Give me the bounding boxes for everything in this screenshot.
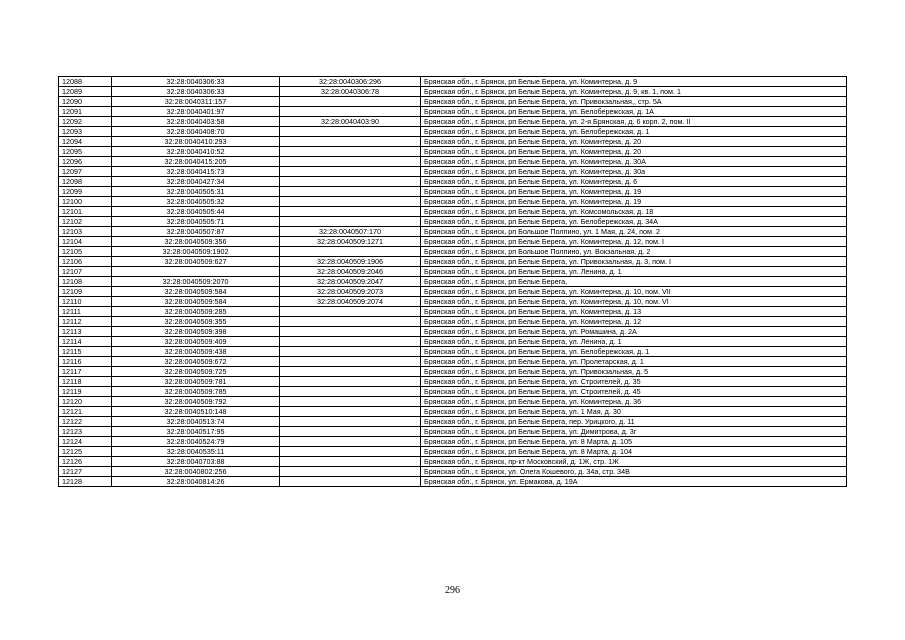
table-row [59,217,847,227]
related-cadastral-number-cell [280,207,421,217]
cadastral-number-cell: 32:28:0040427:34 [112,177,280,187]
row-number-cell: 12100 [59,197,112,207]
related-cadastral-number-cell [280,467,421,477]
related-cadastral-number-cell [280,347,421,357]
row-number-cell: 12122 [59,417,112,427]
row-number-cell: 12093 [59,127,112,137]
row-number-cell: 12112 [59,317,112,327]
address-cell: Брянская обл., г. Брянск, рп Белые Берега, ул. Коминтерна, д. 10, пом. VII [421,287,847,297]
cadastral-number-cell: 32:28:0040509:584 [112,297,280,307]
row-number-cell: 12106 [59,257,112,267]
table-row [59,437,847,447]
row-number-cell: 12127 [59,467,112,477]
table-row [59,447,847,457]
row-number-cell: 12113 [59,327,112,337]
cadastral-number-cell: 32:28:0040509:584 [112,287,280,297]
address-cell: Брянская обл., г. Брянск, рп Белые Берега, ул. Коминтерна, д. 12 [421,317,847,327]
related-cadastral-number-cell: 32:28:0040306:296 [280,77,421,87]
cadastral-number-cell: 32:28:0040509:2070 [112,277,280,287]
row-number-cell: 12103 [59,227,112,237]
cadastral-number-cell: 32:28:0040410:293 [112,137,280,147]
row-number-cell: 12123 [59,427,112,437]
address-cell: Брянская обл., г. Брянск, рп Белые Берега, ул. Белобережская, д. 1 [421,127,847,137]
row-number-cell: 12110 [59,297,112,307]
cadastral-number-cell: 32:28:0040415:205 [112,157,280,167]
table-row [59,117,847,127]
cadastral-number-cell: 32:28:0040509:781 [112,377,280,387]
cadastral-number-cell: 32:28:0040408:70 [112,127,280,137]
related-cadastral-number-cell [280,317,421,327]
row-number-cell: 12096 [59,157,112,167]
row-number-cell: 12118 [59,377,112,387]
cadastral-number-cell: 32:28:0040509:398 [112,327,280,337]
table-row [59,307,847,317]
cadastral-number-cell: 32:28:0040505:32 [112,197,280,207]
cadastral-number-cell: 32:28:0040509:627 [112,257,280,267]
related-cadastral-number-cell [280,327,421,337]
address-cell: Брянская обл., г. Брянск, рп Белые Берега, ул. Коминтерна, д. 19 [421,187,847,197]
related-cadastral-number-cell: 32:28:0040306:78 [280,87,421,97]
table-row [59,407,847,417]
address-cell: Брянская обл., г. Брянск, рп Большое Полпино, ул. 1 Мая, д. 24, пом. 2 [421,227,847,237]
related-cadastral-number-cell [280,137,421,147]
related-cadastral-number-cell [280,307,421,317]
address-cell: Брянская обл., г. Брянск, рп Белые Берега, ул. Коминтерна, д. 20 [421,147,847,157]
table-row [59,467,847,477]
table-row [59,197,847,207]
address-cell: Брянская обл., г. Брянск, рп Белые Берега, ул. Строителей, д. 35 [421,377,847,387]
related-cadastral-number-cell [280,187,421,197]
row-number-cell: 12105 [59,247,112,257]
related-cadastral-number-cell: 32:28:0040509:2074 [280,297,421,307]
address-cell: Брянская обл., г. Брянск, рп Белые Берега, ул. Коминтерна, д. 30а [421,167,847,177]
cadastral-number-cell: 32:28:0040401:97 [112,107,280,117]
table-row [59,297,847,307]
address-cell: Брянская обл., г. Брянск, рп Большое Полпино, ул. Вокзальная, д. 2 [421,247,847,257]
address-cell: Брянская обл., г. Брянск, рп Белые Берега, ул. Коминтерна, д. 13 [421,307,847,317]
related-cadastral-number-cell [280,397,421,407]
cadastral-number-cell: 32:28:0040403:58 [112,117,280,127]
cadastral-number-cell: 32:28:0040509:792 [112,397,280,407]
related-cadastral-number-cell [280,167,421,177]
cadastral-number-cell: 32:28:0040703:88 [112,457,280,467]
table-row [59,417,847,427]
table-row [59,457,847,467]
table-body [59,77,847,487]
cadastral-number-cell: 32:28:0040505:71 [112,217,280,227]
cadastral-number-cell: 32:28:0040306:33 [112,77,280,87]
row-number-cell: 12111 [59,307,112,317]
related-cadastral-number-cell [280,337,421,347]
related-cadastral-number-cell [280,457,421,467]
address-cell: Брянская обл., г. Брянск, пр-кт Московский, д. 1Ж, стр. 1Ж [421,457,847,467]
table-row [59,477,847,487]
address-cell: Брянская обл., г. Брянск, рп Белые Берега, ул. Димитрова, д. 3г [421,427,847,437]
related-cadastral-number-cell: 32:28:0040509:1906 [280,257,421,267]
address-cell: Брянская обл., г. Брянск, рп Белые Берега, ул. Ленина, д. 1 [421,337,847,347]
related-cadastral-number-cell [280,417,421,427]
related-cadastral-number-cell [280,97,421,107]
row-number-cell: 12097 [59,167,112,177]
cadastral-number-cell: 32:28:0040509:725 [112,367,280,377]
cadastral-number-cell: 32:28:0040509:356 [112,237,280,247]
address-cell: Брянская обл., г. Брянск, рп Белые Берега, ул. 1 Мая, д. 30 [421,407,847,417]
cadastral-number-cell: 32:28:0040509:785 [112,387,280,397]
address-cell: Брянская обл., г. Брянск, рп Белые Берега, ул. Белобережская, д. 1 [421,347,847,357]
table-row [59,127,847,137]
table-row [59,107,847,117]
table-row [59,367,847,377]
cadastral-number-cell: 32:28:0040509:1902 [112,247,280,257]
table-row [59,327,847,337]
address-cell: Брянская обл., г. Брянск, рп Белые Берега, ул. Коминтерна, д. 20 [421,137,847,147]
related-cadastral-number-cell [280,157,421,167]
row-number-cell: 12107 [59,267,112,277]
table-row [59,227,847,237]
cadastral-number-cell: 32:28:0040509:409 [112,337,280,347]
row-number-cell: 12099 [59,187,112,197]
table-row [59,237,847,247]
row-number-cell: 12126 [59,457,112,467]
related-cadastral-number-cell [280,357,421,367]
table-row [59,377,847,387]
table-row [59,77,847,87]
related-cadastral-number-cell [280,177,421,187]
related-cadastral-number-cell [280,107,421,117]
table-row [59,257,847,267]
row-number-cell: 12116 [59,357,112,367]
row-number-cell: 12104 [59,237,112,247]
row-number-cell: 12094 [59,137,112,147]
cadastral-number-cell: 32:28:0040415:73 [112,167,280,177]
address-cell: Брянская обл., г. Брянск, рп Белые Берега, ул. Ленина, д. 1 [421,267,847,277]
related-cadastral-number-cell [280,447,421,457]
row-number-cell: 12090 [59,97,112,107]
row-number-cell: 12098 [59,177,112,187]
address-cell: Брянская обл., г. Брянск, рп Белые Берега, ул. Коминтерна, д. 10, пом. VI [421,297,847,307]
table-row [59,167,847,177]
cadastral-number-cell: 32:28:0040410:52 [112,147,280,157]
row-number-cell: 12109 [59,287,112,297]
address-cell: Брянская обл., г. Брянск, рп Белые Берега, ул. Комсомольская, д. 18 [421,207,847,217]
row-number-cell: 12121 [59,407,112,417]
row-number-cell: 12108 [59,277,112,287]
row-number-cell: 12114 [59,337,112,347]
cadastral-number-cell: 32:28:0040509:355 [112,317,280,327]
related-cadastral-number-cell [280,217,421,227]
table-row [59,347,847,357]
row-number-cell: 12102 [59,217,112,227]
address-cell: Брянская обл., г. Брянск, рп Белые Берега, ул. 8 Марта, д. 104 [421,447,847,457]
cadastral-number-cell: 32:28:0040507:87 [112,227,280,237]
address-cell: Брянская обл., г. Брянск, рп Белые Берега, ул. Ромашина, д. 2А [421,327,847,337]
address-cell: Брянская обл., г. Брянск, ул. Ермакова, д. 19А [421,477,847,487]
page-number: 296 [445,585,460,596]
cadastral-number-cell: 32:28:0040524:79 [112,437,280,447]
related-cadastral-number-cell: 32:28:0040507:170 [280,227,421,237]
row-number-cell: 12115 [59,347,112,357]
related-cadastral-number-cell [280,147,421,157]
row-number-cell: 12124 [59,437,112,447]
related-cadastral-number-cell: 32:28:0040509:2073 [280,287,421,297]
table-row [59,207,847,217]
related-cadastral-number-cell [280,427,421,437]
related-cadastral-number-cell [280,197,421,207]
related-cadastral-number-cell: 32:28:0040403:90 [280,117,421,127]
row-number-cell: 12089 [59,87,112,97]
table-row [59,357,847,367]
address-cell: Брянская обл., г. Брянск, рп Белые Берега, ул. Привокзальная, д. 5 [421,367,847,377]
table-row [59,427,847,437]
cadastral-number-cell: 32:28:0040535:11 [112,447,280,457]
row-number-cell: 12092 [59,117,112,127]
related-cadastral-number-cell [280,477,421,487]
cadastral-number-cell: 32:28:0040509:285 [112,307,280,317]
address-cell: Брянская обл., г. Брянск, рп Белые Берега, ул. Коминтерна, д. 12, пом. I [421,237,847,247]
related-cadastral-number-cell: 32:28:0040509:1271 [280,237,421,247]
cadastral-number-cell: 32:28:0040510:148 [112,407,280,417]
cadastral-number-cell [112,267,280,277]
row-number-cell: 12125 [59,447,112,457]
cadastral-number-cell: 32:28:0040513:74 [112,417,280,427]
row-number-cell: 12119 [59,387,112,397]
related-cadastral-number-cell [280,247,421,257]
address-cell: Брянская обл., г. Брянск, рп Белые Берега, ул. 2-я Брянская, д. 6 корп. 2, пом. II [421,117,847,127]
address-cell: Брянская обл., г. Брянск, рп Белые Берега, пер. Урицкого, д. 11 [421,417,847,427]
related-cadastral-number-cell [280,377,421,387]
table-row [59,277,847,287]
table-row [59,187,847,197]
table-row [59,337,847,347]
related-cadastral-number-cell [280,127,421,137]
table-row [59,147,847,157]
row-number-cell: 12095 [59,147,112,157]
cadastral-number-cell: 32:28:0040517:95 [112,427,280,437]
address-cell: Брянская обл., г. Брянск, рп Белые Берега, ул. Коминтерна, д. 19 [421,197,847,207]
related-cadastral-number-cell: 32:28:0040509:2047 [280,277,421,287]
address-cell: Брянская обл., г. Брянск, рп Белые Берега, ул. Привокзальная,, стр. 5А [421,97,847,107]
cadastral-number-cell: 32:28:0040505:44 [112,207,280,217]
address-cell: Брянская обл., г. Брянск, рп Белые Берега, ул. Коминтерна, д. 30А [421,157,847,167]
table-row [59,247,847,257]
cadastral-number-cell: 32:28:0040814:26 [112,477,280,487]
cadastral-number-cell: 32:28:0040802:256 [112,467,280,477]
row-number-cell: 12088 [59,77,112,87]
related-cadastral-number-cell [280,387,421,397]
cadastral-number-cell: 32:28:0040509:672 [112,357,280,367]
row-number-cell: 12101 [59,207,112,217]
row-number-cell: 12120 [59,397,112,407]
row-number-cell: 12128 [59,477,112,487]
address-cell: Брянская обл., г. Брянск, рп Белые Берега, ул. Белобережская, д. 34А [421,217,847,227]
cadastral-registry-table [58,76,847,487]
address-cell: Брянская обл., г. Брянск, рп Белые Берега, [421,277,847,287]
address-cell: Брянская обл., г. Брянск, рп Белые Берега, ул. Коминтерна, д. 36 [421,397,847,407]
table-row [59,177,847,187]
cadastral-number-cell: 32:28:0040505:31 [112,187,280,197]
address-cell: Брянская обл., г. Брянск, рп Белые Берега, ул. Коминтерна, д. 9, кв. 1, пом. 1 [421,87,847,97]
cadastral-number-cell: 32:28:0040311:157 [112,97,280,107]
address-cell: Брянская обл., г. Брянск, рп Белые Берега, ул. Белобережская, д. 1А [421,107,847,117]
related-cadastral-number-cell [280,367,421,377]
related-cadastral-number-cell [280,407,421,417]
table-row [59,287,847,297]
table-row [59,317,847,327]
address-cell: Брянская обл., г. Брянск, рп Белые Берега, ул. Коминтерна, д. 9 [421,77,847,87]
table-row [59,97,847,107]
related-cadastral-number-cell [280,437,421,447]
cadastral-number-cell: 32:28:0040306:33 [112,87,280,97]
address-cell: Брянская обл., г. Брянск, рп Белые Берега, ул. Привокзальная, д. 3, пом. I [421,257,847,267]
table-row [59,137,847,147]
address-cell: Брянская обл., г. Брянск, рп Белые Берега, ул. Коминтерна, д. 6 [421,177,847,187]
address-cell: Брянская обл., г. Брянск, рп Белые Берега, ул. Строителей, д. 45 [421,387,847,397]
row-number-cell: 12091 [59,107,112,117]
related-cadastral-number-cell: 32:28:0040509:2046 [280,267,421,277]
address-cell: Брянская обл., г. Брянск, рп Белые Берега, ул. Пролетарская, д. 1 [421,357,847,367]
table-row [59,387,847,397]
address-cell: Брянская обл., г. Брянск, ул. Олега Кошевого, д. 34а, стр. 34В [421,467,847,477]
cadastral-number-cell: 32:28:0040509:438 [112,347,280,357]
table-row [59,157,847,167]
address-cell: Брянская обл., г. Брянск, рп Белые Берега, ул. 8 Марта, д. 105 [421,437,847,447]
row-number-cell: 12117 [59,367,112,377]
table-row [59,267,847,277]
table-row [59,87,847,97]
table-row [59,397,847,407]
